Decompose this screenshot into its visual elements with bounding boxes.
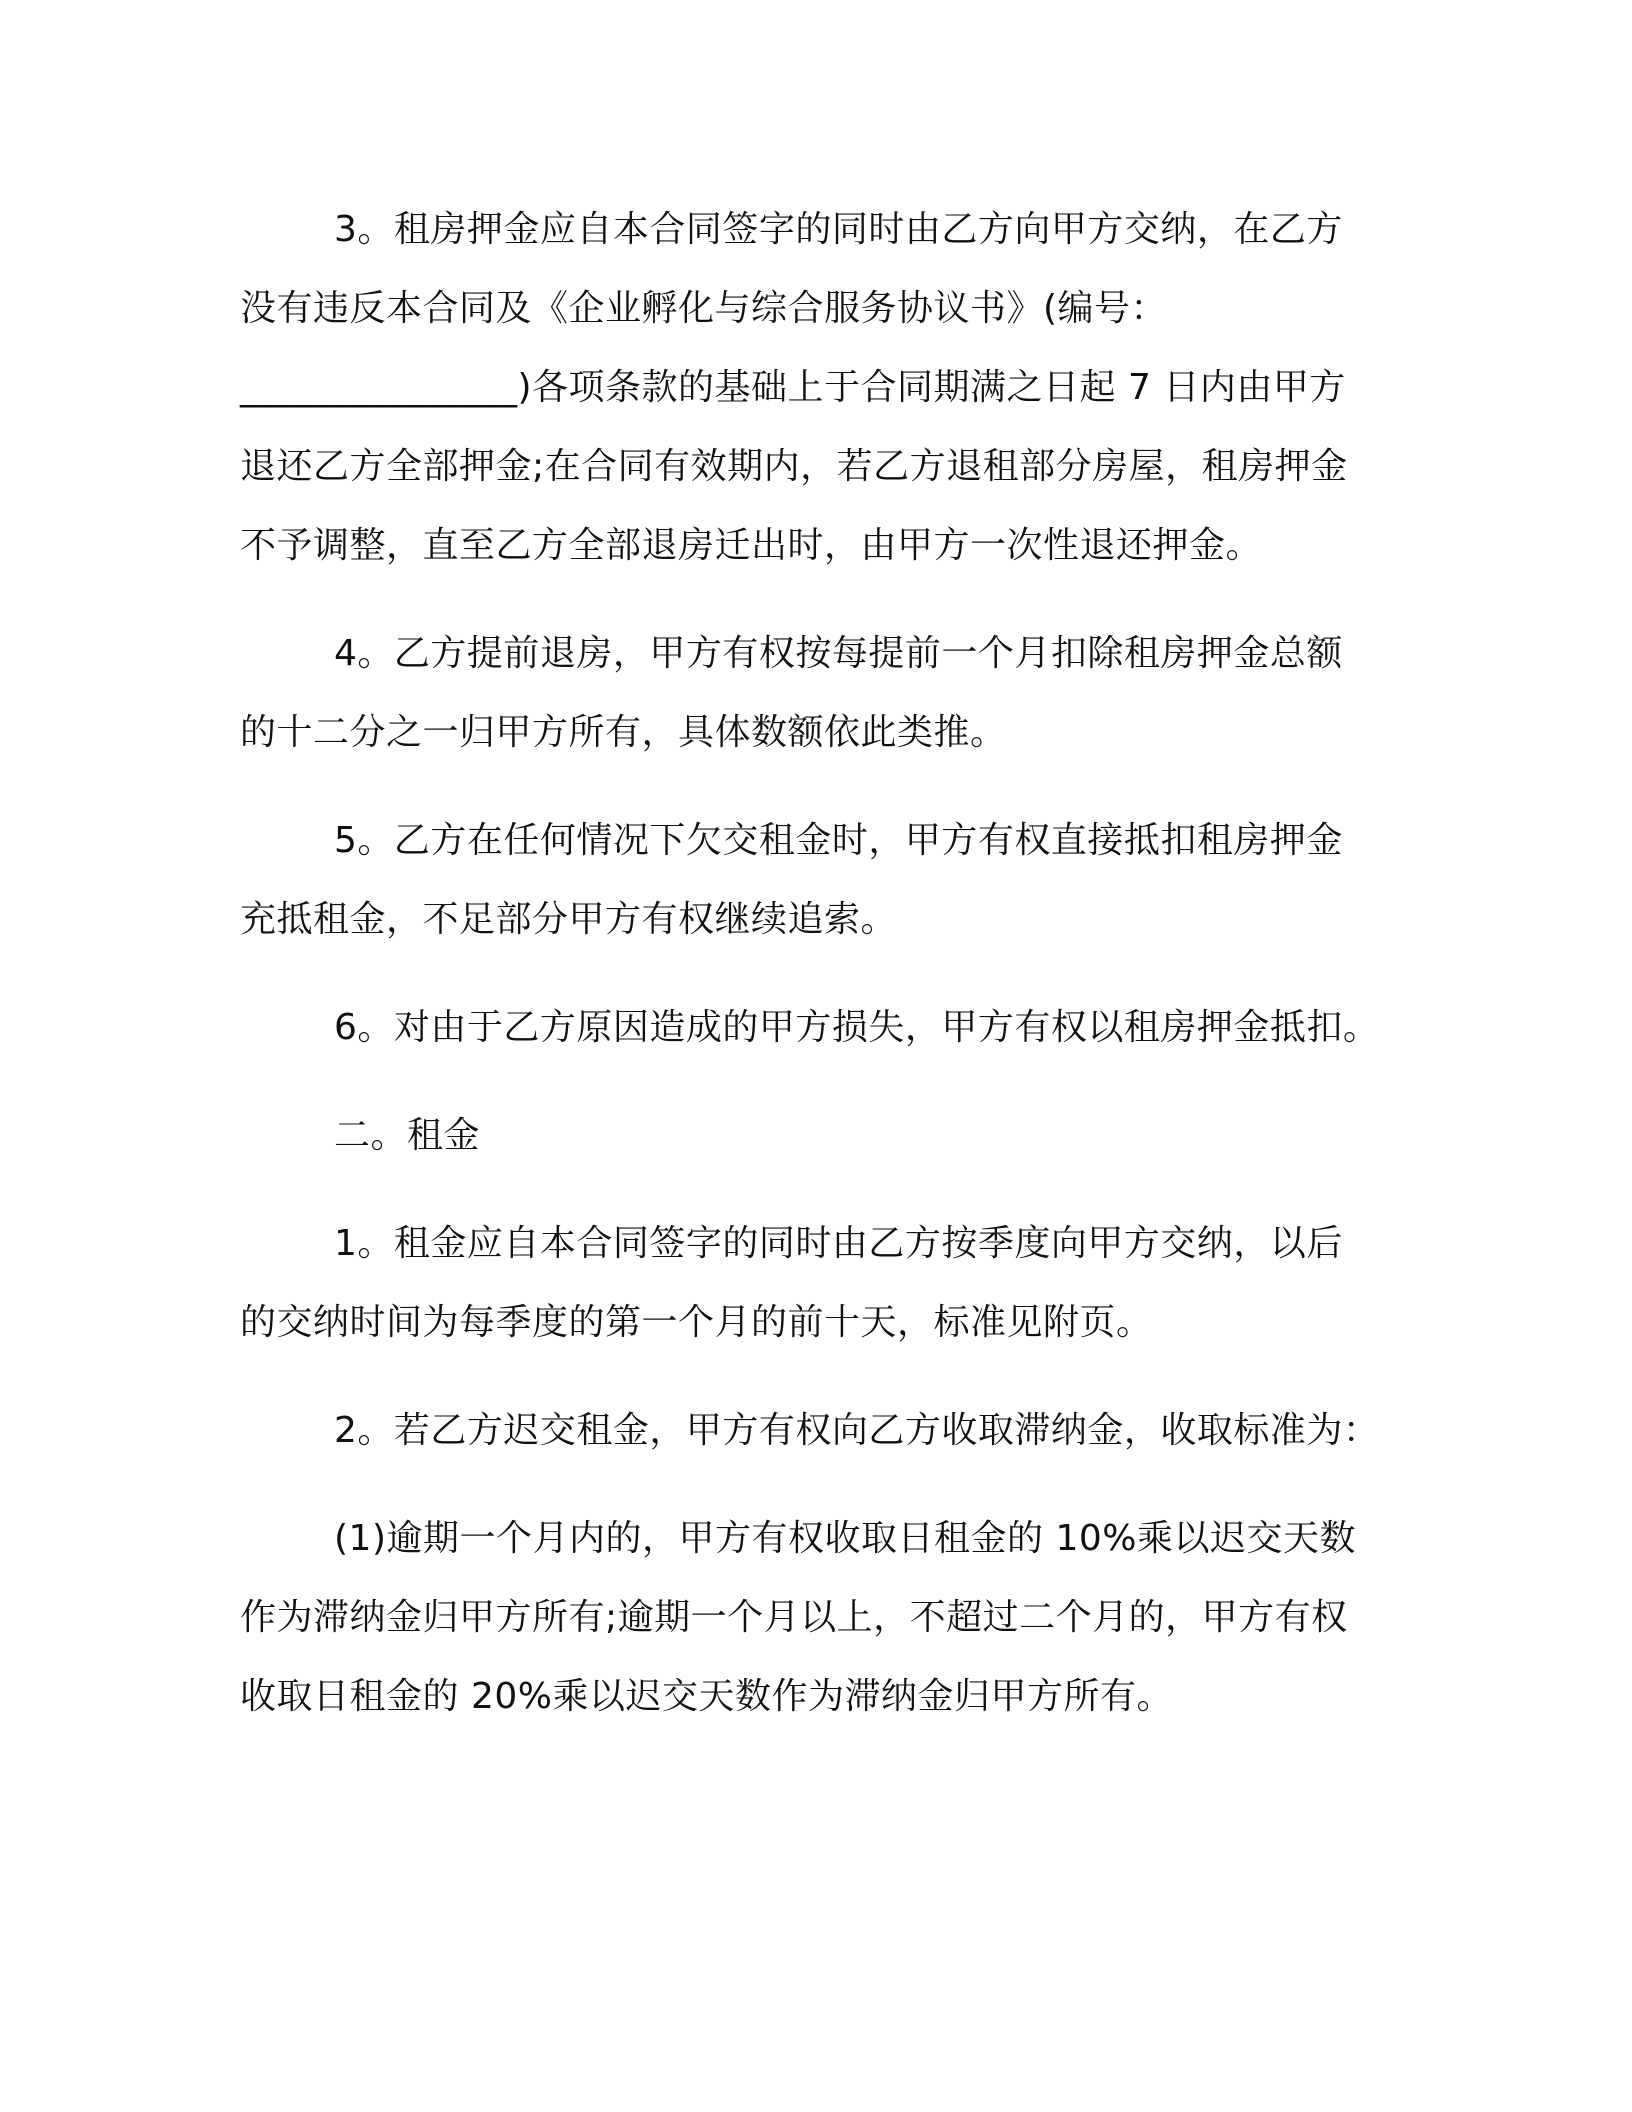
paragraph-early-move-out [240, 614, 1386, 772]
text-line: 4。乙方提前退房，甲方有权按每提前一个月扣除租房押金总额 [334, 633, 1343, 674]
paragraph-late-fee-standard [240, 1499, 1386, 1736]
text-line: 不予调整，直至乙方全部退房迁出时，由甲方一次性退还押金。 [240, 525, 1263, 566]
section-heading: 二。租金 [334, 1115, 481, 1156]
paragraph-arrears-offset [240, 801, 1386, 959]
text-line: 没有违反本合同及《企业孵化与综合服务协议书》(编号： [240, 288, 1168, 329]
text-line: 3。租房押金应自本合同签字的同时由乙方向甲方交纳，在乙方 [334, 209, 1343, 250]
text-line: 作为滞纳金归甲方所有;逾期一个月以上，不超过二个月的，甲方有权 [240, 1597, 1348, 1638]
text-line: 6。对由于乙方原因造成的甲方损失，甲方有权以租房押金抵扣。 [334, 1007, 1380, 1048]
text-line: 5。乙方在任何情况下欠交租金时，甲方有权直接抵扣租房押金 [334, 820, 1343, 861]
text-line: 退还乙方全部押金;在合同有效期内，若乙方退租部分房屋，租房押金 [240, 446, 1348, 487]
paragraph-loss-offset [240, 988, 1386, 1067]
text-line: (1)逾期一个月内的，甲方有权收取日租金的 10%乘以迟交天数 [334, 1518, 1356, 1559]
text-line: 2。若乙方迟交租金，甲方有权向乙方收取滞纳金，收取标准为： [334, 1410, 1380, 1451]
paragraph-late-fee [240, 1391, 1386, 1470]
paragraph-rent-payment [240, 1204, 1386, 1362]
text-line: 的交纳时间为每季度的第一个月的前十天，标准见附页。 [240, 1302, 1153, 1343]
text-line: 收取日租金的 20%乘以迟交天数作为滞纳金归甲方所有。 [240, 1676, 1173, 1717]
section-heading-rent [240, 1096, 1386, 1175]
document-page [240, 190, 1386, 1736]
text-line: 的十二分之一归甲方所有，具体数额依此类推。 [240, 712, 1007, 753]
text-line: 充抵租金，不足部分甲方有权继续追索。 [240, 899, 898, 940]
paragraph-deposit-refund [240, 190, 1386, 585]
text-line: 1。租金应自本合同签字的同时由乙方按季度向甲方交纳，以后 [334, 1223, 1343, 1264]
text-line: _______________)各项条款的基础上于合同期满之日起 7 日内由甲方 [240, 367, 1346, 408]
